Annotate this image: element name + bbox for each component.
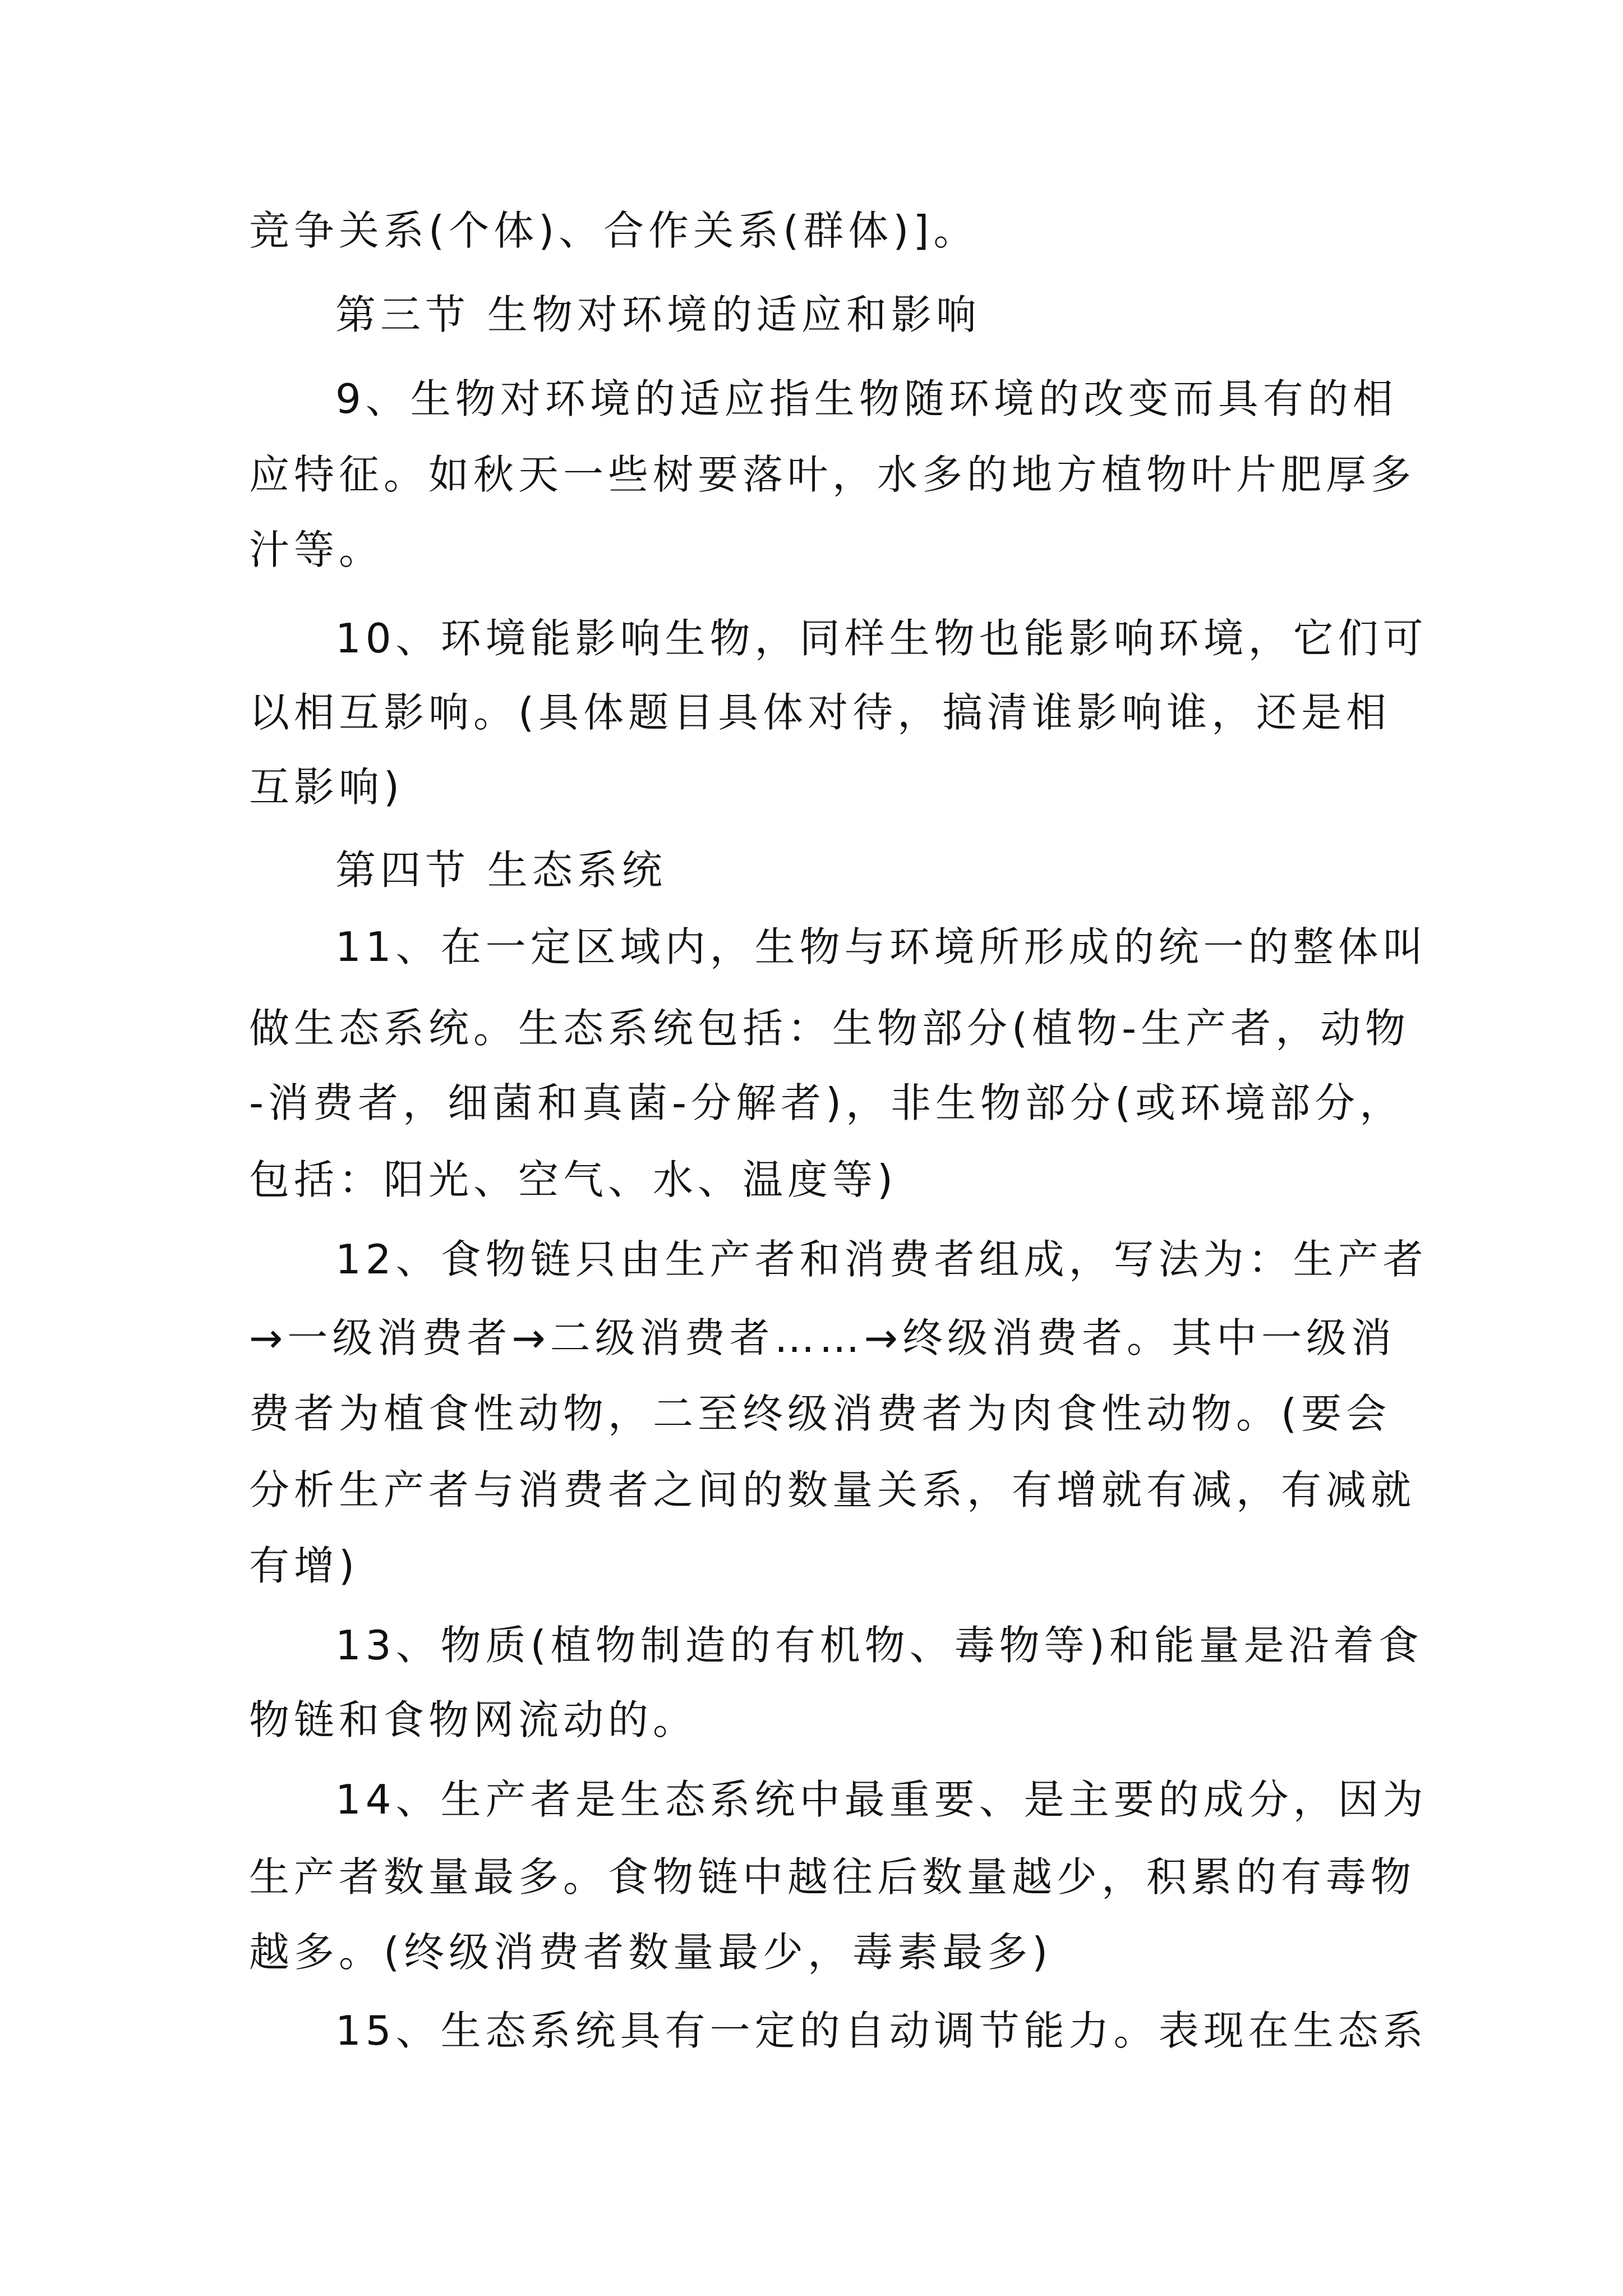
text-line: 11、在一定区域内，生物与环境所形成的统一的整体叫 [335, 923, 1428, 970]
section-heading: 第四节 生态系统 [335, 846, 667, 894]
text-line: 10、环境能影响生物，同样生物也能影响环境，它们可 [335, 615, 1428, 662]
text-line: 汁等。 [249, 526, 384, 573]
text-line: 以相互影响。(具体题目具体对待，搞清谁影响谁，还是相 [249, 689, 1391, 736]
text-line: 费者为植食性动物，二至终级消费者为肉食性动物。(要会 [249, 1390, 1391, 1437]
text-line: 分析生产者与消费者之间的数量关系，有增就有减，有减就 [249, 1466, 1416, 1513]
text-line: 做生态系统。生态系统包括：生物部分(植物-生产者，动物 [249, 1005, 1410, 1052]
text-line: 应特征。如秋天一些树要落叶，水多的地方植物叶片肥厚多 [249, 451, 1416, 498]
text-line: 15、生态系统具有一定的自动调节能力。表现在生态系 [335, 2007, 1428, 2054]
text-line: 有增) [249, 1542, 359, 1589]
text-line: 12、食物链只由生产者和消费者组成，写法为：生产者 [335, 1236, 1428, 1283]
section-heading: 第三节 生物对环境的适应和影响 [335, 291, 981, 338]
text-line: 生产者数量最多。食物链中越往后数量越少，积累的有毒物 [249, 1853, 1416, 1901]
text-line: 9、生物对环境的适应指生物随环境的改变而具有的相 [335, 375, 1398, 422]
text-line: 竞争关系(个体)、合作关系(群体)]。 [249, 207, 979, 254]
text-line: 13、物质(植物制造的有机物、毒物等)和能量是沿着食 [335, 1622, 1423, 1669]
text-line: 14、生产者是生态系统中最重要、是主要的成分，因为 [335, 1776, 1428, 1823]
text-line: -消费者，细菌和真菌-分解者)，非生物部分(或环境部分， [249, 1079, 1405, 1126]
text-line: 包括：阳光、空气、水、温度等) [249, 1156, 898, 1203]
text-line: 互影响) [249, 763, 404, 811]
text-line: 越多。(终级消费者数量最少，毒素最多) [249, 1929, 1053, 1976]
text-line: 物链和食物网流动的。 [249, 1696, 698, 1743]
text-line: →一级消费者→二级消费者……→终级消费者。其中一级消 [249, 1314, 1396, 1361]
